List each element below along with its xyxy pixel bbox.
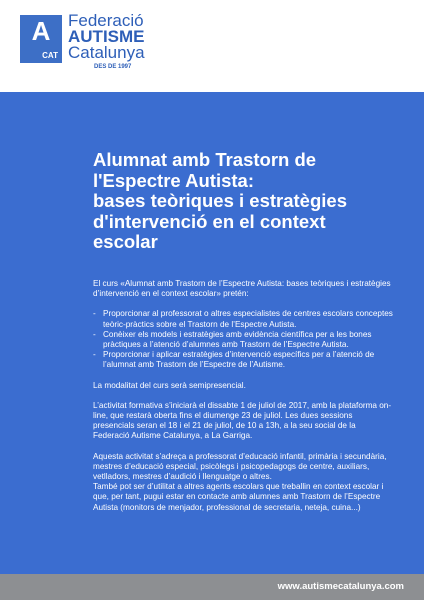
bullet-dash: -: [93, 350, 96, 360]
logo-wordmark: [68, 13, 145, 70]
logo-line-catalunya: Catalunya: [68, 43, 145, 62]
title-line: escolar: [93, 231, 158, 252]
logo-cat: CAT: [42, 51, 58, 60]
list-item-text: Proporcionar i aplicar estratègies d’intervenció específics per a l’atenció de l’alumnat amb Trastorn de l’Espectre de l’Autisme.: [103, 350, 375, 370]
title-line: l'Espectre Autista:: [93, 169, 255, 191]
bullet-dash: -: [93, 329, 96, 339]
header: [0, 0, 424, 92]
body-text: [93, 279, 393, 523]
objectives-list: [93, 309, 393, 370]
logo-letter: A: [31, 16, 51, 46]
list-item: [93, 350, 393, 370]
list-item-text: Proporcionar al professorat o altres especialistes de centres escolars conceptes teòric-pràctics sobre el Trastorn de l’Espectre Autista.: [103, 309, 393, 329]
others-paragraph: També pot ser d’utilitat a altres agents escolars que treballin en context escolar i que, per tant, pugui estar en contacte amb alumnes amb Trastorn de l’Espectre Autista (monitors de menjador, professional de secretaria, neteja, cuina...): [93, 482, 384, 512]
modality-paragraph: La modalitat del curs serà semipresencial.: [93, 380, 246, 390]
title-line: bases teòriques i estratègies: [93, 190, 347, 211]
schedule-paragraph: L’activitat formativa s’iniciarà el dissabte 1 de juliol de 2017, amb la plataforma on-line, que restarà oberta fins el diumenge 23 de juliol. Les dues sessions presencials seran el 18 i el 21 de juliol, de 10 a 13h, a la seu social de la Federació Autisme Catalunya, a La Garriga.: [93, 400, 392, 441]
logo-line-federacio: Federació: [68, 11, 144, 30]
page-title: [93, 150, 393, 253]
footer: [0, 574, 424, 600]
list-item: [93, 309, 393, 329]
title-line: d'intervenció en el context: [93, 210, 326, 232]
title-line: Alumnat amb Trastorn de: [93, 149, 317, 170]
audience-paragraph: Aquesta activitat s’adreça a professorat d’educació infantil, primària i secundària, mestres d’educació especial, psicòlegs i psicopedagogs de centre, auxiliars, vetlladors, mestres d’audició i llenguatge o altres.: [93, 451, 387, 482]
logo-line-autisme: AUTISME: [68, 27, 145, 46]
intro-paragraph: El curs «Alumnat amb Trastorn de l’Espectre Autista: bases teòriques i estratègies d’intervenció en el context escolar» pretén:: [93, 279, 391, 299]
website-link[interactable]: www.autismecatalunya.com: [277, 581, 404, 592]
logo-since: DES DE 1997: [94, 64, 132, 70]
logo-mark: [20, 15, 62, 63]
bullet-dash: -: [93, 309, 96, 319]
list-item-text: Conèixer els models i estratègies amb evidència científica per a les bones pràctiques a l’atenció d’alumnes amb Trastorn de l’Espectre Autista.: [103, 329, 372, 350]
list-item: [93, 330, 393, 350]
